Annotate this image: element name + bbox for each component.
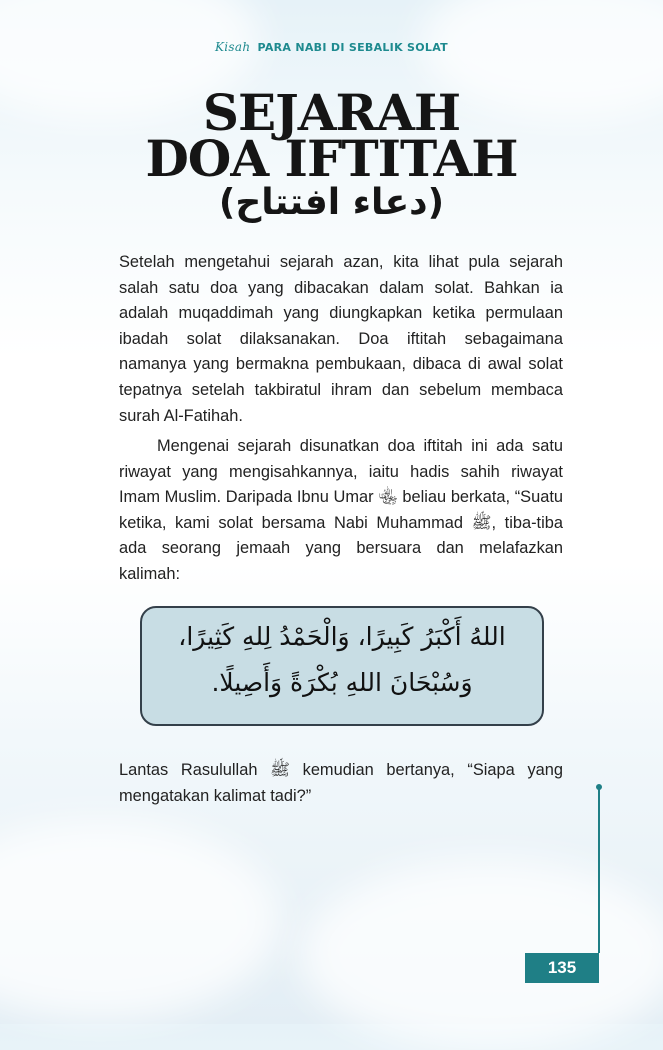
background-cloud — [0, 820, 280, 1020]
header-series: PARA NABI DI SEBALIK SOLAT — [257, 41, 448, 54]
quote-line-1: اللهُ أَكْبَرُ كَبِيرًا، وَالْحَمْدُ لِلهِ كَثِيرًا، — [178, 622, 506, 651]
chapter-title — [0, 83, 663, 188]
margin-line — [598, 787, 600, 953]
paragraph-2: Mengenai sejarah disunatkan doa iftitah ini ada satu riwayat yang mengisahkannya, iaitu hadis sahih riwayat Imam Muslim. Daripada Ibnu Umar ﵄ beliau berkata, “Suatu ketika, kami solat bersama Nabi Muhammad ﷺ, tiba-tiba ada seorang jemaah yang bersuara dan melafazkan kalimah: — [119, 437, 563, 583]
title-line-2: DOA IFTITAH — [145, 129, 518, 188]
title-arabic: (دعاء افتتاح) — [218, 182, 445, 223]
paragraph-3: Lantas Rasulullah ﷺ kemudian bertanya, “Siapa yang mengatakan kalimat tadi?” — [119, 761, 564, 805]
arabic-quote-box — [140, 606, 544, 726]
quote-line-2: وَسُبْحَانَ اللهِ بُكْرَةً وَأَصِيلًا. — [211, 668, 473, 697]
background-cloud — [300, 860, 663, 1050]
header-kisah: Kisah — [215, 40, 251, 54]
paragraph-1: Setelah mengetahui sejarah azan, kita lihat pula sejarah salah satu doa yang dibacakan dalam solat. Bahkan ia adalah muqaddimah yang diungkapkan ketika permulaan ibadah solat dilaksanakan. Doa iftitah sebagaimana namanya yang bermakna pembukaan, dibaca di awal solat tepatnya setelah takbiratul ihram dan sebelum membaca surah Al-Fatihah. — [119, 253, 563, 425]
running-header — [0, 40, 663, 54]
page-number: 135 — [525, 953, 599, 983]
title-line-1: SEJARAH — [202, 83, 461, 142]
